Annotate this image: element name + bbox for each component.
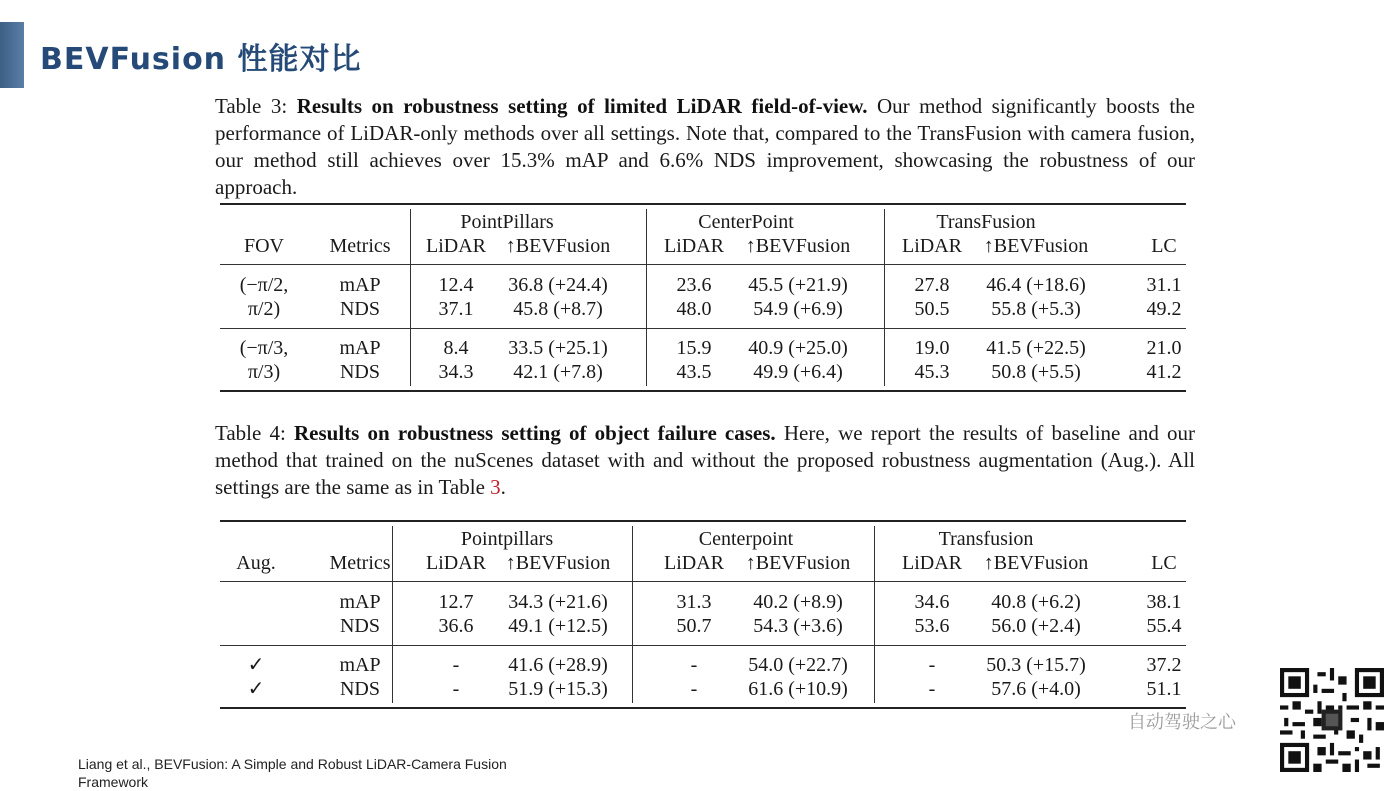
table-cell: 53.6: [914, 615, 950, 637]
table-cell: 41.2: [1146, 361, 1182, 383]
column-header: LiDAR: [664, 235, 724, 257]
table-row: [220, 360, 1186, 384]
table-cell: ✓: [247, 678, 265, 700]
column-header: LiDAR: [902, 235, 962, 257]
table-cell: 42.1 (+7.8): [513, 361, 603, 383]
column-header: ↑BEVFusion: [745, 235, 851, 257]
table-cell: NDS: [339, 615, 381, 637]
table-row: [220, 336, 1186, 360]
table-cell: 36.6: [438, 615, 474, 637]
table-cell: 55.8 (+5.3): [991, 298, 1081, 320]
table-cell: π/2): [247, 298, 281, 320]
column-header: ↑BEVFusion: [505, 235, 611, 257]
table3-caption-title: Results on robustness setting of limited LiDAR field-of-view.: [296, 94, 868, 118]
table-cell: (−π/3,: [239, 337, 289, 359]
table-cell: 49.9 (+6.4): [753, 361, 843, 383]
table-cell: 19.0: [914, 337, 950, 359]
table-cell: NDS: [339, 298, 381, 320]
header-rule: [220, 264, 1186, 265]
table-cell: 40.9 (+25.0): [748, 337, 848, 359]
table-cell: -: [690, 678, 698, 700]
table-cell: 36.8 (+24.4): [508, 274, 608, 296]
column-header: LiDAR: [902, 552, 962, 574]
table-cell: NDS: [339, 361, 381, 383]
table-cell: 54.3 (+3.6): [753, 615, 843, 637]
table-cell: 50.3 (+15.7): [986, 654, 1086, 676]
column-header: FOV: [243, 235, 285, 257]
table-cell: mAP: [339, 654, 381, 676]
group-header: Transfusion: [938, 528, 1034, 550]
table3-caption-text: Our method significantly boosts the performance of LiDAR-only methods over all settings. Note that, compared to the TransFusion with camera fusion, our method still achieves over 15.3% mAP and 6.6% NDS improvement, showcasing the robustness of our approach.: [215, 94, 1196, 199]
column-header: Metrics: [329, 552, 391, 574]
table-cell: 34.6: [914, 591, 950, 613]
table-cell: 27.8: [914, 274, 950, 296]
title-accent-bar: [0, 22, 24, 88]
table-cell: 54.9 (+6.9): [753, 298, 843, 320]
table-cell: 49.1 (+12.5): [508, 615, 608, 637]
table-cell: 45.5 (+21.9): [748, 274, 848, 296]
table-row: [220, 677, 1186, 701]
table-cell: 41.6 (+28.9): [508, 654, 608, 676]
table-cell: (−π/2,: [239, 274, 289, 296]
column-header: Metrics: [329, 235, 391, 257]
watermark-text: 自动驾驶之心: [1128, 712, 1236, 733]
table-cell: π/3): [247, 361, 281, 383]
table-cell: 37.1: [438, 298, 474, 320]
table-cell: 50.7: [676, 615, 712, 637]
table-cell: 33.5 (+25.1): [508, 337, 608, 359]
table-cell: 38.1: [1146, 591, 1182, 613]
table-cell: -: [928, 678, 936, 700]
table4-caption-title: Results on robustness setting of object failure cases.: [294, 421, 776, 445]
column-header: Aug.: [236, 552, 276, 574]
table-cell: 48.0: [676, 298, 712, 320]
column-header: LiDAR: [426, 235, 486, 257]
table-row: [220, 590, 1186, 614]
table-cell: 51.9 (+15.3): [508, 678, 608, 700]
table-cell: 50.5: [914, 298, 950, 320]
column-separator: [884, 209, 885, 386]
table-cell: 34.3 (+21.6): [508, 591, 608, 613]
column-header: ↑BEVFusion: [745, 552, 851, 574]
slide-title: BEVFusion 性能对比: [40, 42, 362, 77]
table3-caption: [215, 93, 1195, 201]
column-header: LiDAR: [426, 552, 486, 574]
table-cell: 51.1: [1146, 678, 1182, 700]
table-cell: 31.1: [1146, 274, 1182, 296]
table-cell: 12.7: [438, 591, 474, 613]
column-separator: [632, 526, 633, 703]
column-header: LC: [1151, 235, 1177, 257]
table-cell: 50.8 (+5.5): [991, 361, 1081, 383]
table-cell: 15.9: [676, 337, 712, 359]
table-cell: mAP: [339, 274, 381, 296]
column-header: ↑BEVFusion: [983, 552, 1089, 574]
table-cell: 12.4: [438, 274, 474, 296]
table-row: [220, 273, 1186, 297]
table-cell: 37.2: [1146, 654, 1182, 676]
block-rule: [220, 645, 1186, 646]
table-cell: 41.5 (+22.5): [986, 337, 1086, 359]
table-cell: 40.8 (+6.2): [991, 591, 1081, 613]
table-cell: 23.6: [676, 274, 712, 296]
table-cell: -: [452, 654, 460, 676]
table4-caption: [215, 420, 1195, 501]
table4-caption-label: Table 4:: [215, 421, 286, 445]
table-cell: 45.3: [914, 361, 950, 383]
table-cell: 46.4 (+18.6): [986, 274, 1086, 296]
table-row: [220, 614, 1186, 638]
group-header: Centerpoint: [698, 528, 794, 550]
header-rule: [220, 581, 1186, 582]
table-cell: ✓: [247, 654, 265, 676]
table-row: [220, 297, 1186, 321]
table-cell: -: [690, 654, 698, 676]
group-header: Pointpillars: [460, 528, 554, 550]
table-cell: 43.5: [676, 361, 712, 383]
table-cell: 57.6 (+4.0): [991, 678, 1081, 700]
table-cell: 49.2: [1146, 298, 1182, 320]
column-separator: [410, 209, 411, 386]
table-cell: -: [452, 678, 460, 700]
group-header: TransFusion: [936, 211, 1036, 233]
table-cell: 21.0: [1146, 337, 1182, 359]
table-cell: 55.4: [1146, 615, 1182, 637]
table-cell: 34.3: [438, 361, 474, 383]
column-header: ↑BEVFusion: [505, 552, 611, 574]
table4-caption-end: .: [500, 475, 506, 499]
column-header: LiDAR: [664, 552, 724, 574]
group-header: PointPillars: [460, 211, 554, 233]
group-header: CenterPoint: [698, 211, 794, 233]
table4-caption-ref[interactable]: 3: [490, 475, 501, 499]
column-header: ↑BEVFusion: [983, 235, 1089, 257]
table-cell: -: [928, 654, 936, 676]
column-separator: [392, 526, 393, 703]
table-row: [220, 653, 1186, 677]
column-header: LC: [1151, 552, 1177, 574]
table-cell: 61.6 (+10.9): [748, 678, 848, 700]
table-cell: 56.0 (+2.4): [991, 615, 1081, 637]
table4-caption-text: Here, we report the results of baseline and our method that trained on the nuScenes dataset with and without the proposed robustness augmentation (Aug.). All settings are the same as in Table: [215, 421, 1195, 499]
table4: [220, 520, 1186, 709]
table-cell: mAP: [339, 591, 381, 613]
table-cell: 45.8 (+8.7): [513, 298, 603, 320]
table3: [220, 203, 1186, 392]
table-cell: NDS: [339, 678, 381, 700]
citation-footer: Liang et al., BEVFusion: A Simple and Robust LiDAR-Camera Fusion Framework: [78, 756, 507, 790]
block-rule: [220, 328, 1186, 329]
column-separator: [646, 209, 647, 386]
table-cell: 40.2 (+8.9): [753, 591, 843, 613]
table-cell: 31.3: [676, 591, 712, 613]
table-cell: mAP: [339, 337, 381, 359]
table-cell: 54.0 (+22.7): [748, 654, 848, 676]
table3-caption-label: Table 3:: [215, 94, 288, 118]
column-separator: [874, 526, 875, 703]
qr-code-icon: [1280, 668, 1384, 772]
table-cell: 8.4: [443, 337, 469, 359]
